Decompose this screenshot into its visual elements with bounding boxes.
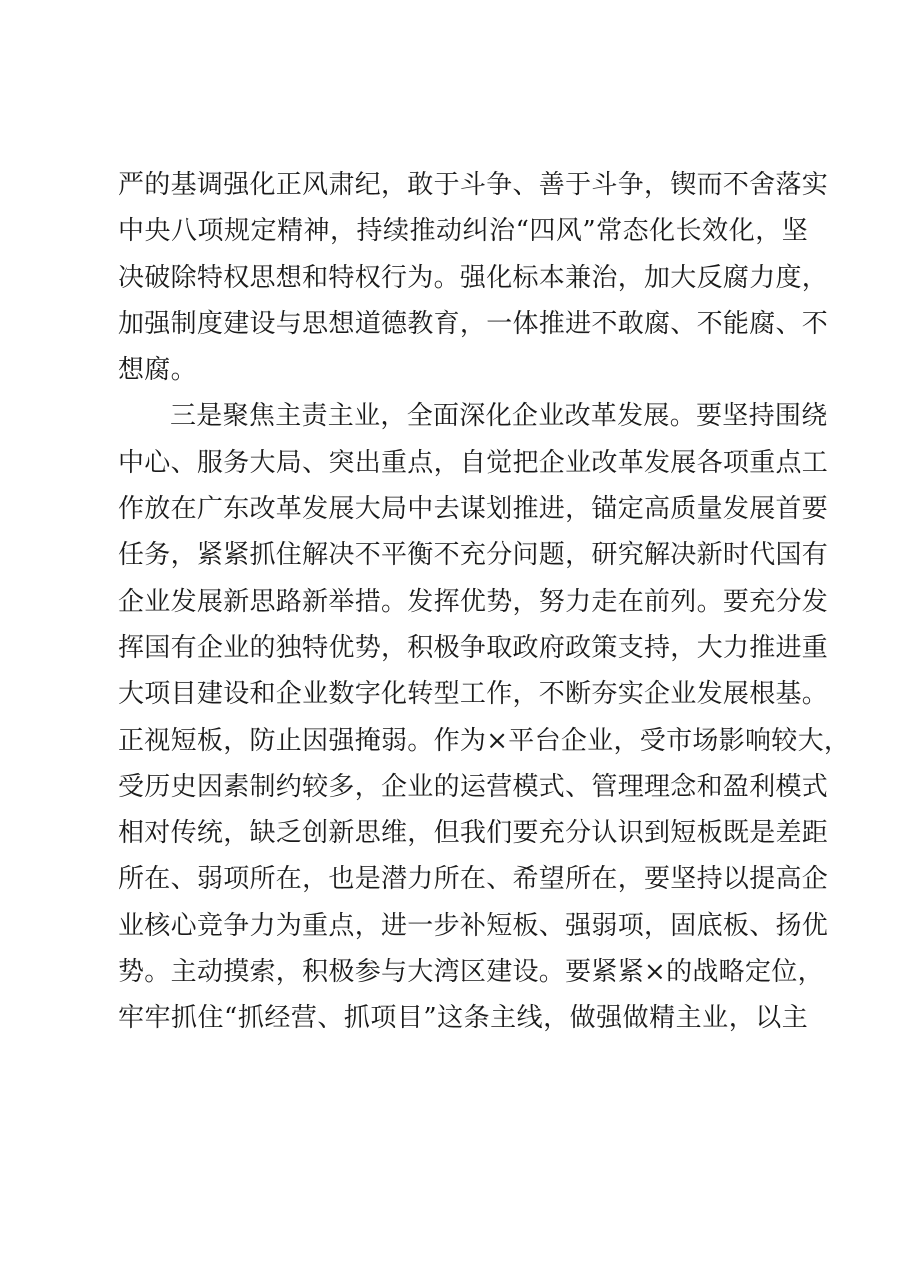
text-line: 大项目建设和企业数字化转型工作，不断夯实企业发展根基。: [118, 679, 829, 710]
text-line: 挥国有企业的独特优势，积极争取政府政策支持，大力推进重: [118, 632, 829, 663]
text-line: 相对传统，缺乏创新思维，但我们要充分认识到短板既是差距: [118, 818, 829, 849]
text-line: 严的基调强化正风肃纪，敢于斗争、善于斗争，锲而不舍落实: [118, 170, 829, 200]
text-line: 势。主动摸索，积极参与大湾区建设。要紧紧×的战略定位，: [118, 957, 824, 988]
text-line: 决破除特权思想和特权行为。强化标本兼治，加大反腐力度，: [118, 262, 829, 293]
text-line: 业核心竞争力为重点，进一步补短板、强弱项，固底板、扬优: [118, 910, 829, 941]
text-line: 企业发展新思路新举措。发挥优势，努力走在前列。要充分发: [118, 586, 829, 617]
text-line: 中心、服务大局、突出重点，自觉把企业改革发展各项重点工: [118, 447, 829, 478]
paragraph-start-line: 三是聚焦主责主业，全面深化企业改革发展。要坚持围绕: [170, 401, 828, 432]
text-line: 想腐。: [118, 355, 197, 386]
text-line: 受历史因素制约较多，企业的运营模式、管理理念和盈利模式: [118, 771, 829, 802]
text-line: 正视短板，防止因强掩弱。作为×平台企业，受市场影响较大，: [118, 725, 851, 756]
text-line: 牢牢抓住“抓经营、抓项目”这条主线，做强做精主业，以主: [118, 1003, 808, 1034]
body-text: [118, 162, 851, 1042]
text-line: 作放在广东改革发展大局中去谋划推进，锚定高质量发展首要: [118, 494, 829, 525]
text-line: 任务，紧紧抓住解决不平衡不充分问题，研究解决新时代国有: [118, 540, 829, 571]
text-line: 所在、弱项所在，也是潜力所在、希望所在，要坚持以提高企: [118, 864, 829, 895]
text-line: 中央八项规定精神，持续推动纠治“四风”常态化长效化，坚: [118, 216, 808, 247]
text-line: 加强制度建设与思想道德教育，一体推进不敢腐、不能腐、不: [118, 308, 829, 339]
